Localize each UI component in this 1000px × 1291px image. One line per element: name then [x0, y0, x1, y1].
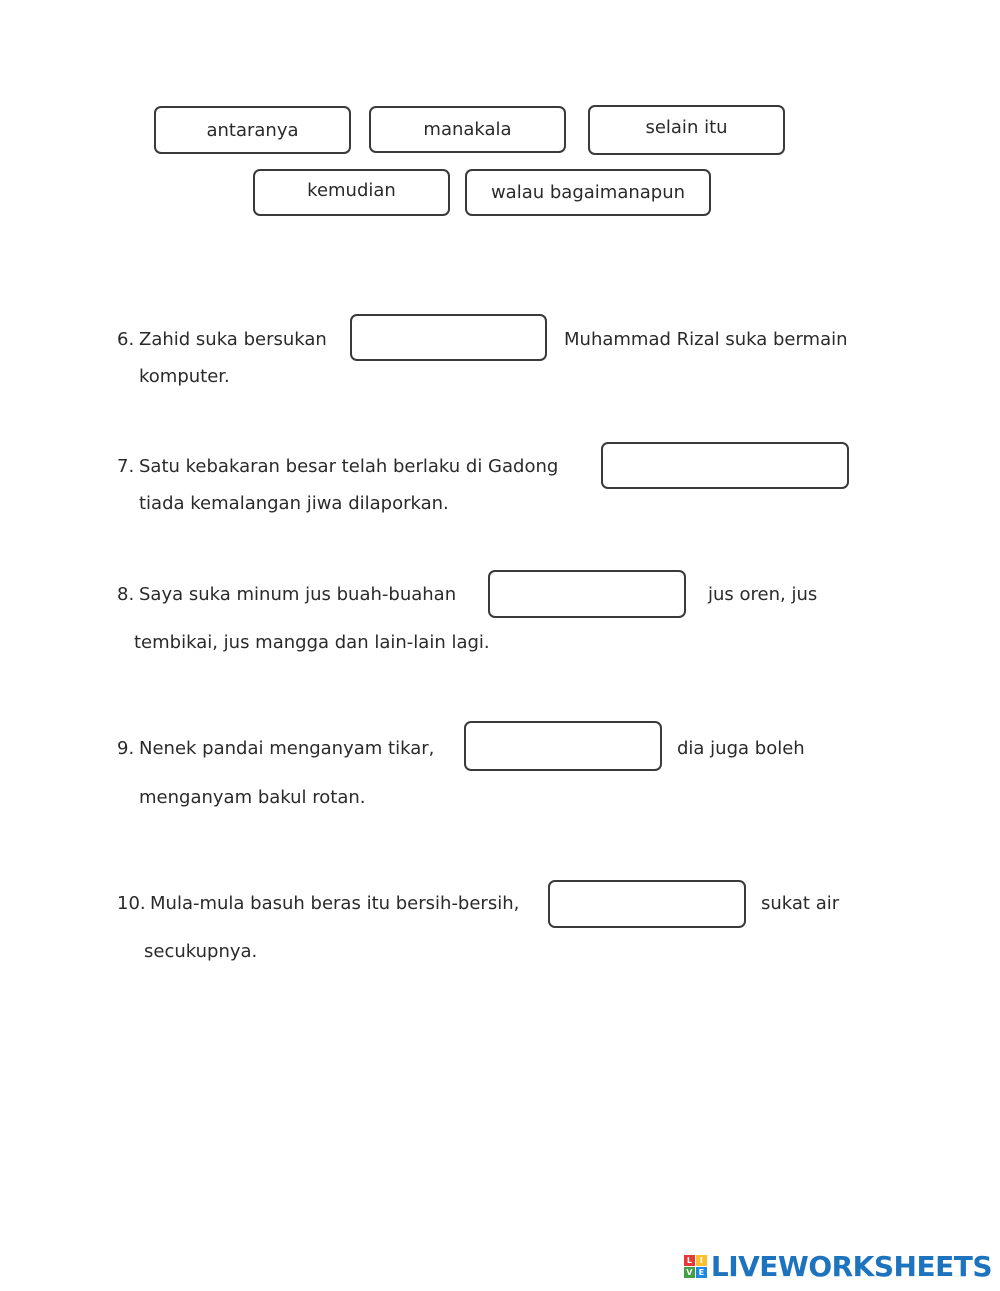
- question-text-after: sukat air: [761, 893, 840, 914]
- question-text-before: Zahid suka bersukan: [139, 329, 327, 350]
- question-text-continuation: secukupnya.: [144, 941, 258, 962]
- logo-cell-l: L: [684, 1255, 695, 1266]
- question-text-continuation: tembikai, jus mangga dan lain-lain lagi.: [134, 632, 490, 653]
- word-manakala[interactable]: manakala: [369, 106, 566, 153]
- logo-cell-v: V: [684, 1267, 695, 1278]
- liveworksheets-logo: [684, 1250, 992, 1283]
- word-antaranya[interactable]: antaranya: [154, 106, 351, 154]
- answer-box-10[interactable]: [548, 880, 746, 928]
- question-text-continuation: komputer.: [139, 366, 230, 387]
- question-number: 8.: [117, 584, 135, 605]
- question-text-after: Muhammad Rizal suka bermain: [564, 329, 848, 350]
- question-text-continuation: menganyam bakul rotan.: [139, 787, 366, 808]
- answer-box-7[interactable]: [601, 442, 849, 489]
- word-selain-itu[interactable]: selain itu: [588, 105, 785, 155]
- question-text-after: dia juga boleh: [677, 738, 805, 759]
- question-text-before: Satu kebakaran besar telah berlaku di Gadong: [139, 456, 559, 477]
- word-kemudian[interactable]: kemudian: [253, 169, 450, 216]
- question-text-before: Nenek pandai menganyam tikar,: [139, 738, 435, 759]
- question-number: 10.: [117, 893, 146, 914]
- question-text-continuation: tiada kemalangan jiwa dilaporkan.: [139, 493, 449, 514]
- question-number: 9.: [117, 738, 135, 759]
- question-number: 6.: [117, 329, 135, 350]
- answer-box-9[interactable]: [464, 721, 662, 771]
- question-text-before: Mula-mula basuh beras itu bersih-bersih,: [150, 893, 520, 914]
- question-text-before: Saya suka minum jus buah-buahan: [139, 584, 457, 605]
- logo-cell-e: E: [696, 1267, 707, 1278]
- brand-name: LIVEWORKSHEETS: [710, 1250, 992, 1283]
- question-text-after: jus oren, jus: [708, 584, 818, 605]
- logo-cell-i: I: [696, 1255, 707, 1266]
- word-walau-bagaimanapun[interactable]: walau bagaimanapun: [465, 169, 711, 216]
- question-number: 7.: [117, 456, 135, 477]
- logo-mark-icon: [684, 1255, 707, 1278]
- answer-box-6[interactable]: [350, 314, 547, 361]
- answer-box-8[interactable]: [488, 570, 686, 618]
